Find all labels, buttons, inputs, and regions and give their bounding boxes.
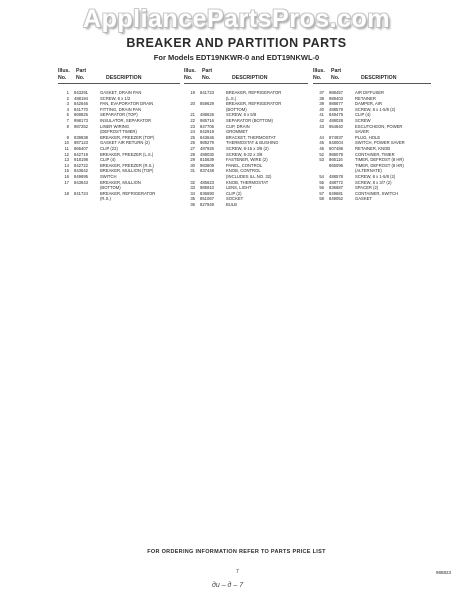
part-description: INSULATOR, SEPARATOR — [100, 117, 152, 123]
illus-number: 23 — [190, 123, 195, 129]
part-number: 839838 — [74, 134, 88, 140]
part-description: GROMMET — [226, 129, 248, 135]
illus-number: 29 — [190, 157, 195, 163]
illus-number: 38 — [319, 95, 324, 101]
part-description: PANEL, CONTROL — [226, 162, 263, 168]
illus-number: 34 — [190, 190, 195, 196]
illus-number: 3 — [66, 101, 69, 107]
header-no: No. — [313, 75, 322, 81]
illus-number: 11 — [64, 145, 69, 151]
part-number: 488579 — [329, 106, 343, 112]
header-part: Part — [202, 68, 213, 74]
part-description: SCREW, 8 x 1-5/8 (2) — [355, 173, 396, 179]
part-number: 954840 — [329, 123, 343, 129]
header-illus: Illus. — [184, 68, 196, 74]
ordering-footer: FOR ORDERING INFORMATION REFER TO PARTS PRICE LIST — [147, 549, 326, 555]
part-number: 987252 — [74, 123, 88, 129]
part-number: 859629 — [200, 101, 214, 107]
part-number: 918198 — [74, 157, 88, 163]
illus-number: 55 — [319, 179, 324, 185]
header-no: No. — [202, 75, 211, 81]
illus-number: 26 — [190, 140, 195, 146]
part-number: 827949 — [200, 201, 214, 207]
part-description: BREAKER, REFRIGERATOR — [226, 101, 282, 107]
part-number: 988079 — [329, 151, 343, 157]
illus-number: 43 — [319, 123, 324, 129]
illus-number: 10 — [64, 140, 69, 146]
parts-column-2 — [184, 66, 308, 207]
illus-number: 57 — [319, 190, 324, 196]
illus-number: 44 — [319, 134, 324, 140]
part-description: CUP, DRAIN — [226, 123, 250, 129]
part-number: 836687 — [329, 185, 343, 191]
part-description: CONTAINER, SWITCH — [355, 190, 399, 196]
part-description: KNOB, THERMOSTAT — [226, 179, 269, 185]
parts-list — [58, 90, 180, 202]
part-description: BREAKER, FREEZER (L.S.) — [100, 151, 154, 157]
part-number: 866116 — [329, 157, 343, 163]
part-number: 841723 — [200, 90, 214, 95]
part-number: 815639 — [200, 157, 214, 163]
part-description: SAVER — [355, 129, 369, 135]
header-no: No. — [58, 75, 67, 81]
illus-number: 5 — [66, 112, 69, 118]
part-description: BREAKER, REFRIGERATOR — [100, 190, 156, 196]
document-code: 988823 — [436, 570, 452, 575]
part-number: 842646 — [74, 101, 88, 107]
illus-number: 35 — [190, 196, 195, 202]
part-description: CLIP (2) — [226, 190, 242, 196]
part-row — [313, 196, 431, 202]
header-description: DESCRIPTION — [361, 75, 397, 81]
part-description: KNOB, CONTROL — [226, 168, 261, 174]
part-description: CONTAINER, TIMER — [355, 151, 395, 157]
parts-list — [313, 90, 431, 202]
part-description: (BOTTOM) — [226, 106, 247, 112]
part-number: 488772 — [329, 179, 343, 185]
part-description: (INCLUDES ILL.NO. 32) — [226, 173, 272, 179]
illus-number: 4 — [66, 106, 69, 112]
part-description: LINER WIRING — [100, 123, 130, 129]
part-number: 848004 — [329, 140, 343, 146]
illus-number: 54 — [319, 173, 324, 179]
illus-number: 39 — [319, 101, 324, 107]
part-number: 841770 — [74, 106, 88, 112]
illus-number — [58, 196, 69, 202]
part-description: (BOTTOM) — [100, 185, 121, 191]
part-description: TIMER, DEFROST (8 HR) — [355, 162, 404, 168]
part-number: 874937 — [329, 134, 343, 140]
handwritten-mark: ди – д – 7 — [212, 582, 244, 589]
illus-number: 27 — [190, 145, 195, 151]
part-description: SCREW, 8-32 x 3/8 — [226, 151, 263, 157]
column-header — [184, 66, 308, 90]
illus-number: 2 — [66, 95, 69, 101]
part-description: GASKET AIR RETURN (2) — [100, 140, 150, 146]
part-description: PLUG, HOLE — [355, 134, 381, 140]
part-description: SCREW, 8 x 1-5/8 (2) — [355, 106, 396, 112]
part-description: (ALTERNATE) — [355, 168, 382, 174]
part-description: SCREW — [355, 117, 371, 123]
part-number: 849479 — [329, 112, 343, 118]
header-part: Part — [331, 68, 342, 74]
header-illus: Illus. — [313, 68, 325, 74]
header-illus: Illus. — [58, 68, 70, 74]
illus-number: 37 — [319, 90, 324, 95]
header-rule — [58, 83, 180, 84]
part-number: 843291 — [74, 90, 88, 95]
header-rule — [184, 83, 308, 84]
part-number: 487926 — [200, 145, 214, 151]
illus-number: 19 — [190, 90, 195, 95]
parts-list — [184, 90, 308, 207]
part-number: 847706 — [200, 123, 214, 129]
part-description: (L.S.) — [226, 95, 237, 101]
header-no: No. — [76, 75, 85, 81]
part-description: BREAKER, FREEZER (TOP) — [100, 134, 155, 140]
part-number: 988457 — [329, 90, 343, 95]
part-number: 985910 — [200, 185, 214, 191]
part-description: GASKET, DRAIN PAN — [100, 90, 142, 95]
illus-number: 42 — [319, 117, 324, 123]
part-number: 989279 — [200, 140, 214, 146]
part-description: SPACER (2) — [355, 185, 379, 191]
illus-number: 17 — [64, 179, 69, 185]
illus-number: 16 — [64, 173, 69, 179]
part-number: 988403 — [329, 95, 343, 101]
part-description: SEPARATOR (TOP) — [100, 112, 138, 118]
illus-number: 14 — [64, 162, 69, 168]
part-number: 841724 — [74, 190, 88, 196]
part-description: (R.S.) — [100, 196, 111, 202]
illus-number: 13 — [64, 157, 69, 163]
illus-number: 46 — [319, 145, 324, 151]
part-description: CLIP (4) — [100, 157, 116, 163]
illus-number: 15 — [64, 168, 69, 174]
illus-number: 36 — [190, 201, 195, 207]
part-description: FITTING, DRAIN PAN — [100, 106, 142, 112]
part-row — [58, 196, 180, 202]
part-description: SWITCH — [100, 173, 117, 179]
part-number: 849052 — [329, 196, 343, 202]
illus-number: 31 — [190, 168, 195, 174]
part-description: SCREW, 6 x 5/8 — [226, 112, 257, 118]
part-number: 988677 — [329, 101, 343, 107]
part-number: 488030 — [200, 151, 214, 157]
header-part: Part — [76, 68, 87, 74]
illus-number: 33 — [190, 185, 195, 191]
part-description: SOCKET — [226, 196, 244, 202]
part-description: BREAKER, FREEZER (R.S.) — [100, 162, 154, 168]
part-number: 985716 — [200, 117, 214, 123]
illus-number: 7 — [66, 117, 69, 123]
part-number: 488194 — [74, 95, 88, 101]
part-number: 849695 — [74, 173, 88, 179]
part-description: (DEFROST TIMER) — [100, 129, 137, 135]
part-number: 987123 — [74, 140, 88, 146]
illus-number: 53 — [319, 157, 324, 163]
part-number: 843643 — [74, 179, 88, 185]
part-number: 843642 — [74, 168, 88, 174]
part-description: SCREW, 8 x 1/2 — [100, 95, 131, 101]
illus-number: 25 — [190, 134, 195, 140]
part-description: CLIP (22) — [100, 145, 118, 151]
part-number: 485623 — [200, 179, 214, 185]
illus-number: 28 — [190, 151, 195, 157]
part-number: 842719 — [74, 151, 88, 157]
illus-number: 12 — [64, 151, 69, 157]
part-number: 488028 — [329, 117, 343, 123]
part-description: BREAKER, MULLION — [100, 179, 141, 185]
part-description: BREAKER, REFRIGERATOR — [226, 90, 282, 95]
part-number: 849681 — [329, 190, 343, 196]
part-description: TIMER, DEFROST (8 HR) — [355, 157, 404, 163]
part-number: 866407 — [74, 145, 88, 151]
illus-number: 20 — [190, 101, 195, 107]
part-row — [184, 202, 308, 208]
part-description: SEPARATOR (BOTTOM) — [226, 117, 273, 123]
illus-number: 41 — [319, 112, 324, 118]
parts-column-3 — [313, 66, 431, 202]
illus-number: 56 — [319, 185, 324, 191]
part-description: SWITCH, POWER SAVER — [355, 140, 405, 146]
part-description: RETAINER — [355, 95, 376, 101]
header-description: DESCRIPTION — [106, 75, 142, 81]
illus-number: 1 — [66, 90, 69, 95]
column-header — [313, 66, 431, 90]
part-number — [69, 196, 100, 202]
part-description: DAMPER, AIR — [355, 101, 382, 107]
part-number: 869825 — [74, 112, 88, 118]
part-description: THERMOSTAT & BUSHING — [226, 140, 279, 146]
header-description: DESCRIPTION — [232, 75, 268, 81]
illus-number: 30 — [190, 162, 195, 168]
header-no: No. — [184, 75, 193, 81]
part-number: 865096 — [329, 162, 343, 168]
page-number: 7 — [236, 569, 239, 575]
site-watermark: AppliancePartsPros.com — [83, 4, 390, 33]
header-rule — [313, 83, 431, 84]
part-description: RETAINER, KNOB — [355, 145, 391, 151]
model-subtitle: For Models EDT19NKWR-0 and EDT19NKWL-0 — [153, 53, 320, 62]
part-description: GASKET — [355, 196, 372, 202]
part-number: 837448 — [200, 168, 214, 174]
illus-number: 8 — [66, 123, 69, 129]
illus-number: 21 — [190, 112, 195, 118]
illus-number: 58 — [319, 196, 324, 202]
part-description: ESCUTCHEON, POWER — [355, 123, 403, 129]
part-description: SCREW, 8-15 x 3/8 (2) — [226, 145, 269, 151]
part-number: 983809 — [200, 162, 214, 168]
illus-number: 40 — [319, 106, 324, 112]
part-description: SCREW, 8 x 3/7 (2) — [355, 179, 392, 185]
illus-number: 9 — [66, 134, 69, 140]
part-description: AIR DIFFUSER — [355, 90, 385, 95]
part-description: PAN, EVAPORATOR DRAIN — [100, 101, 154, 107]
illus-number: 24 — [190, 129, 195, 135]
part-number: 843646 — [200, 134, 214, 140]
part-description: BRACKET, THERMOSTAT — [226, 134, 276, 140]
part-description: BREAKER, MULLION (TOP) — [100, 168, 154, 174]
part-number: 807486 — [329, 145, 343, 151]
illus-number: 52 — [319, 151, 324, 157]
part-number: 842722 — [74, 162, 88, 168]
parts-column-1 — [58, 66, 180, 202]
illus-number: 18 — [64, 190, 69, 196]
part-description: FASTENER, WIRE (2) — [226, 157, 268, 163]
part-description: BULB — [226, 201, 237, 207]
illus-number: 32 — [190, 179, 195, 185]
illus-number: 45 — [319, 140, 324, 146]
part-description: LENS, LIGHT — [226, 185, 252, 191]
page-title: BREAKER AND PARTITION PARTS — [126, 36, 347, 50]
column-header — [58, 66, 180, 90]
illus-number: 22 — [190, 117, 195, 123]
part-number: 851067 — [200, 196, 214, 202]
part-number: 836690 — [200, 190, 214, 196]
header-no: No. — [331, 75, 340, 81]
part-number: 842919 — [200, 129, 214, 135]
part-description: CLIP (4) — [355, 112, 371, 118]
part-number: 998173 — [74, 117, 88, 123]
part-number: 488578 — [329, 173, 343, 179]
part-number: 488626 — [200, 112, 214, 118]
